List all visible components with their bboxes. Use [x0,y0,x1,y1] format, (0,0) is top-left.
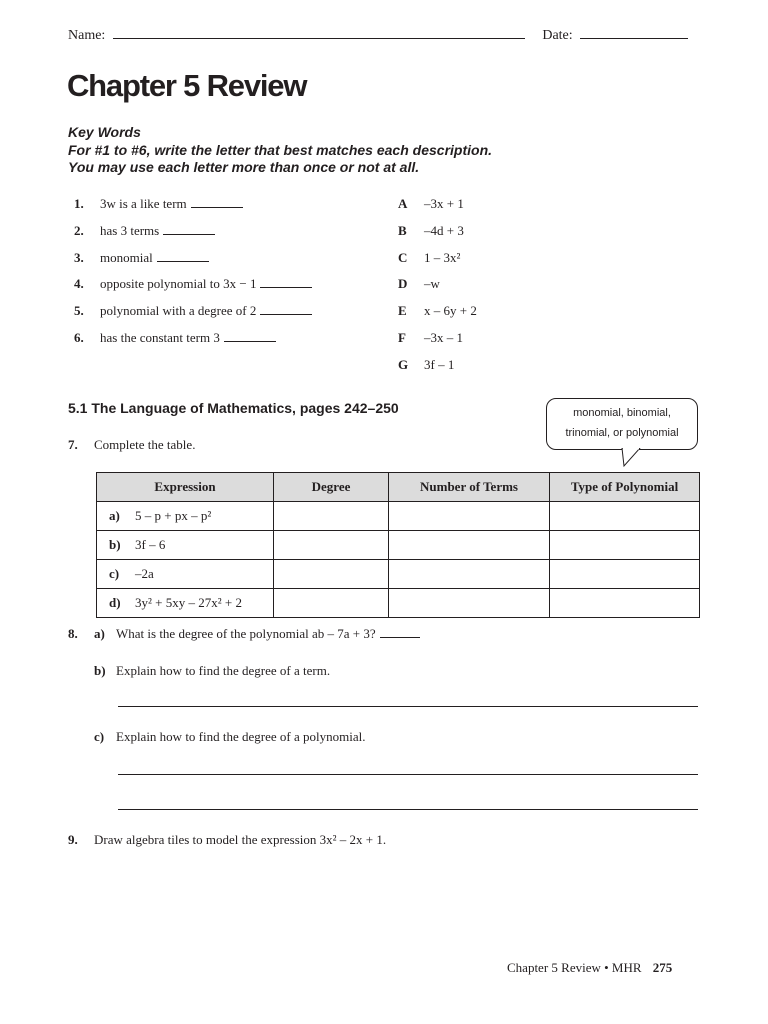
answer-blank[interactable] [260,303,312,315]
question-text: Draw algebra tiles to model the expression 3x² – 2x + 1. [94,832,387,847]
key-words-instruction-1: For #1 to #6, write the letter that best matches each description. [68,142,493,158]
table-row [97,560,700,589]
row-label: a) [109,508,120,523]
choice-expression: –3x + 1 [424,196,464,211]
row-label: c) [109,566,120,581]
date-label: Date: [542,28,573,43]
choice-c [398,250,460,266]
row-expression: 5 – p + px – p² [135,508,212,523]
part-label: c) [94,729,105,744]
question-text: Explain how to find the degree of a polynomial. [116,729,366,744]
row-expression: 3y² + 5xy – 27x² + 2 [135,595,242,610]
degree-cell[interactable] [274,560,389,589]
part-label: a) [94,626,105,641]
answer-blank[interactable] [191,196,243,208]
terms-cell[interactable] [389,560,550,589]
answer-line[interactable] [118,706,698,707]
item-text: monomial [100,250,153,265]
part-label: b) [94,663,106,678]
item-text: opposite polynomial to 3x − 1 [100,276,257,291]
table-header-row [97,473,700,502]
key-words-heading: Key Words [68,124,141,140]
choice-letter: G [398,357,409,372]
choice-d [398,276,440,292]
choice-expression: –3x – 1 [424,330,463,345]
terms-cell[interactable] [389,531,550,560]
answer-blank[interactable] [380,626,420,638]
page-footer [507,960,672,976]
item-text: 3w is a like term [100,196,187,211]
match-item-6 [74,330,276,346]
match-item-2 [74,223,215,239]
choice-expression: –w [424,276,440,291]
answer-blank[interactable] [260,276,312,288]
item-number: 4. [74,276,84,291]
choice-g [398,357,454,373]
polynomial-table [96,472,700,618]
column-header: Degree [274,473,389,502]
expression-cell [97,589,274,618]
row-expression: –2a [135,566,154,581]
terms-cell[interactable] [389,589,550,618]
item-text: has the constant term 3 [100,330,220,345]
degree-cell[interactable] [274,531,389,560]
choice-f [398,330,463,346]
item-number: 2. [74,223,84,238]
degree-cell[interactable] [274,589,389,618]
choice-expression: –4d + 3 [424,223,464,238]
question-7 [68,437,195,453]
match-item-4 [74,276,312,292]
choice-letter: B [398,223,407,238]
match-item-3 [74,250,209,266]
choice-letter: C [398,250,408,265]
table-row [97,589,700,618]
column-header: Number of Terms [389,473,550,502]
speech-bubble-tail [618,448,644,468]
expression-cell [97,502,274,531]
choice-letter: D [398,276,408,291]
type-cell[interactable] [550,560,700,589]
item-number: 5. [74,303,84,318]
question-number: 9. [68,832,78,847]
degree-cell[interactable] [274,502,389,531]
section-heading: 5.1 The Language of Mathematics, pages 242–250 [68,400,399,416]
question-8c [94,729,365,745]
choice-letter: A [398,196,408,211]
choice-letter: E [398,303,407,318]
column-header: Expression [97,473,274,502]
speech-bubble [546,398,698,450]
type-cell[interactable] [550,589,700,618]
row-label: b) [109,537,121,552]
date-field[interactable] [580,26,688,39]
item-number: 3. [74,250,84,265]
question-8a [68,626,420,642]
name-date-row [68,26,698,48]
page-number: 275 [652,960,673,975]
page-title: Chapter 5 Review [67,68,307,103]
table-row [97,531,700,560]
question-number: 8. [68,626,78,641]
item-text: polynomial with a degree of 2 [100,303,257,318]
footer-text: Chapter 5 Review • MHR [507,960,642,975]
question-text: Complete the table. [94,437,196,452]
column-header: Type of Polynomial [550,473,700,502]
type-cell[interactable] [550,502,700,531]
choice-expression: x – 6y + 2 [424,303,477,318]
item-number: 1. [74,196,84,211]
key-words-instruction-2: You may use each letter more than once or not at all. [68,159,420,175]
choice-letter: F [398,330,406,345]
answer-line[interactable] [118,774,698,775]
bubble-line-1: monomial, binomial, [573,407,671,419]
terms-cell[interactable] [389,502,550,531]
answer-blank[interactable] [163,223,215,235]
choice-b [398,223,464,239]
name-field[interactable] [113,26,525,39]
expression-cell [97,560,274,589]
table-row [97,502,700,531]
choice-expression: 1 – 3x² [424,250,461,265]
type-cell[interactable] [550,531,700,560]
question-8b [94,663,330,679]
item-number: 6. [74,330,84,345]
item-text: has 3 terms [100,223,160,238]
answer-blank[interactable] [157,250,209,262]
question-number: 7. [68,437,78,452]
choice-expression: 3f – 1 [424,357,455,372]
choice-e [398,303,477,319]
row-expression: 3f – 6 [135,537,166,552]
answer-line[interactable] [118,809,698,810]
choice-a [398,196,464,212]
expression-cell [97,531,274,560]
match-item-5 [74,303,312,319]
answer-blank[interactable] [224,330,276,342]
question-9 [68,832,386,848]
name-label: Name: [68,28,106,43]
match-item-1 [74,196,243,212]
question-text: Explain how to find the degree of a term. [116,663,331,678]
row-label: d) [109,595,121,610]
question-text: What is the degree of the polynomial ab – 7a + 3? [116,626,376,641]
bubble-line-2: trinomial, or polynomial [565,427,679,439]
